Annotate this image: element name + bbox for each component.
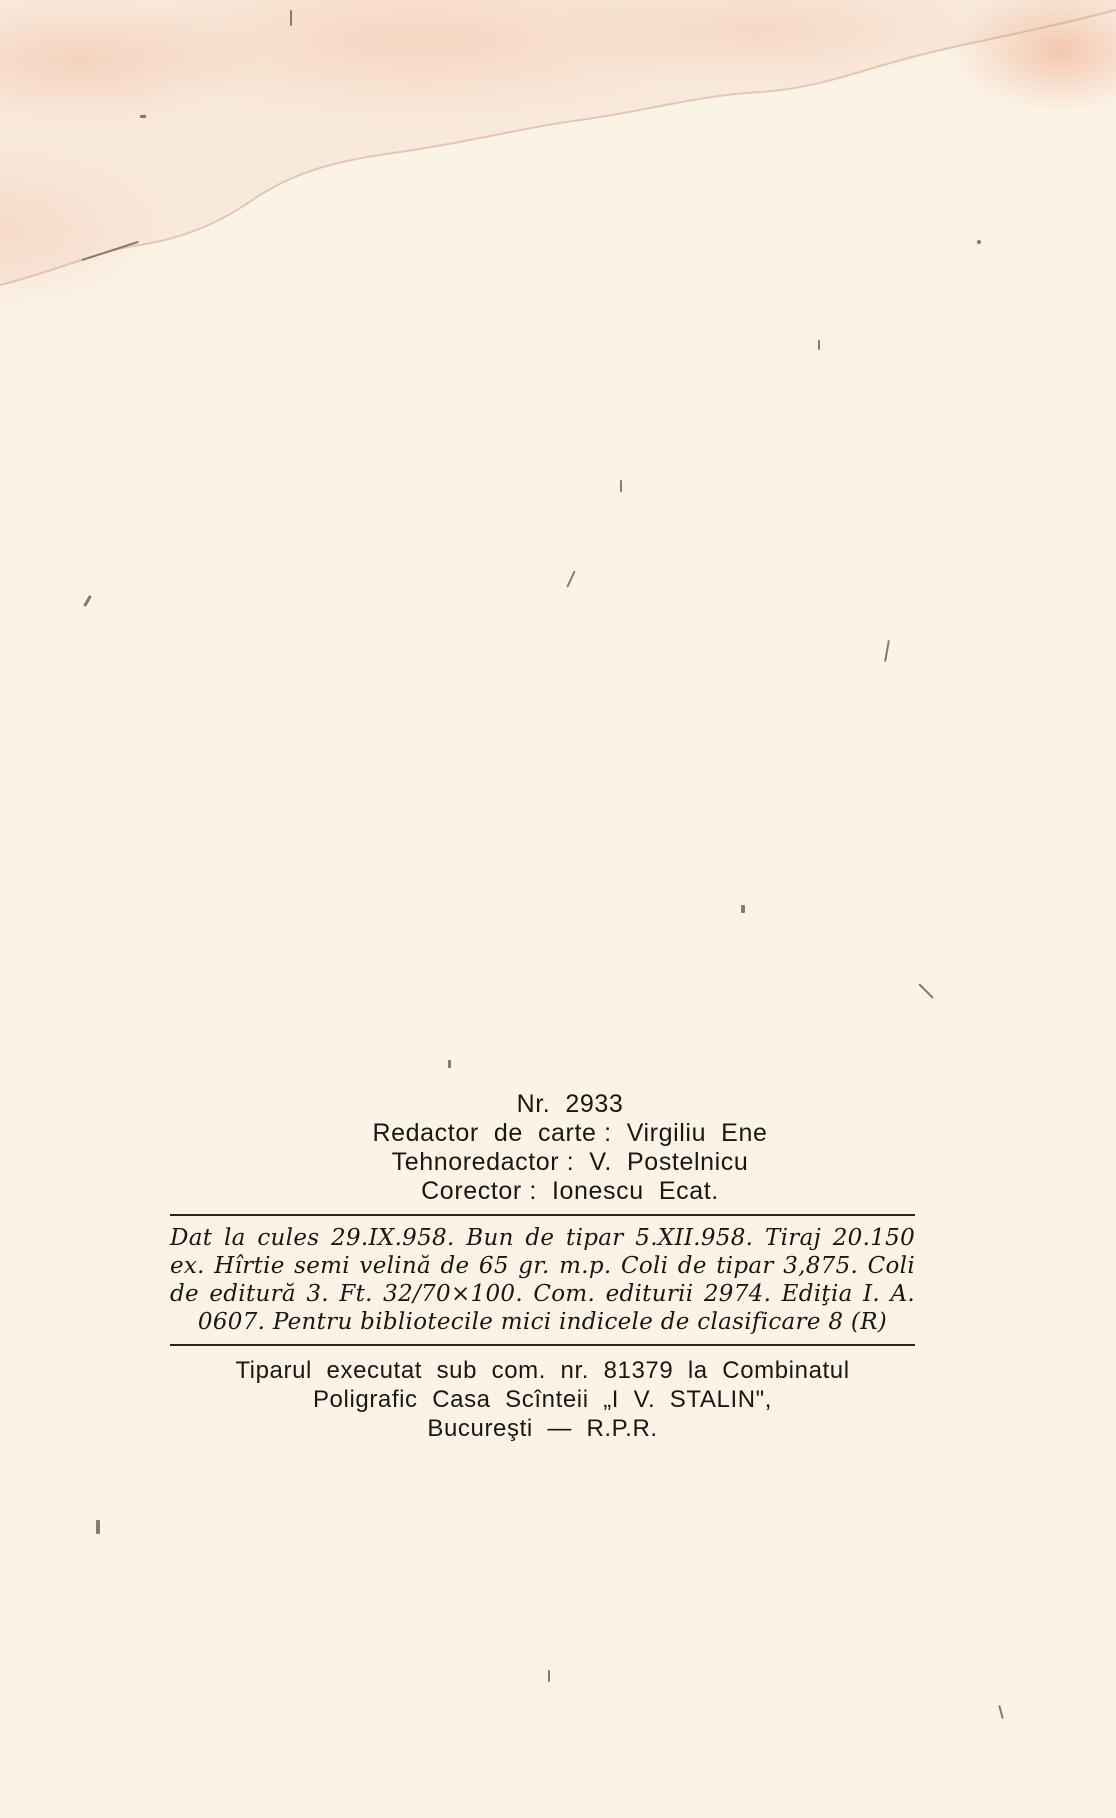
- colophon: [160, 1090, 920, 1443]
- printer-line-3: Bucureşti — R.P.R.: [427, 1415, 658, 1442]
- paper-speck: [977, 240, 981, 244]
- paper-speck: [818, 340, 820, 350]
- paper-speck: [290, 10, 292, 26]
- paper-speck: [620, 480, 622, 492]
- print-number: Nr. 2933: [516, 1090, 624, 1118]
- paper-speck: [566, 570, 575, 587]
- paper-speck: [918, 983, 934, 999]
- credits-block: [160, 1090, 920, 1206]
- paper-speck: [548, 1670, 550, 1682]
- printer-line-1: Tiparul executat sub com. nr. 81379 la Combinatul: [235, 1357, 850, 1384]
- paper-speck: [96, 1520, 100, 1534]
- tech-editor-credit: Tehnoredactor : V. Postelnicu: [391, 1148, 749, 1176]
- editor-credit: Redactor de carte : Virgiliu Ene: [372, 1119, 768, 1147]
- printer-info: [170, 1356, 915, 1443]
- divider-rule: [170, 1344, 915, 1346]
- publication-details: Dat la cules 29.IX.958. Bun de tipar 5.XII.958. Tiraj 20.150 ex. Hîrtie semi velină de 65 gr. m.p. Coli de tipar 3,875. Coli de editură 3. Ft. 32/70×100. Com. editurii 2974. Ediţia I. A. 0607. Pentru bibliotecile mici indicele de clasificare 8 (R): [170, 1225, 915, 1335]
- paper-speck: [140, 115, 146, 118]
- printer-line-2: Poligrafic Casa Scînteii „I V. STALIN",: [312, 1386, 773, 1413]
- paper-speck: [998, 1705, 1004, 1719]
- paper-speck: [884, 640, 890, 662]
- paper-speck: [448, 1060, 451, 1068]
- divider-rule: [170, 1214, 915, 1216]
- proofreader-credit: Corector : Ionescu Ecat.: [421, 1177, 719, 1205]
- paper-speck: [83, 595, 92, 607]
- water-stain: [0, 0, 1116, 320]
- paper-speck: [741, 905, 745, 913]
